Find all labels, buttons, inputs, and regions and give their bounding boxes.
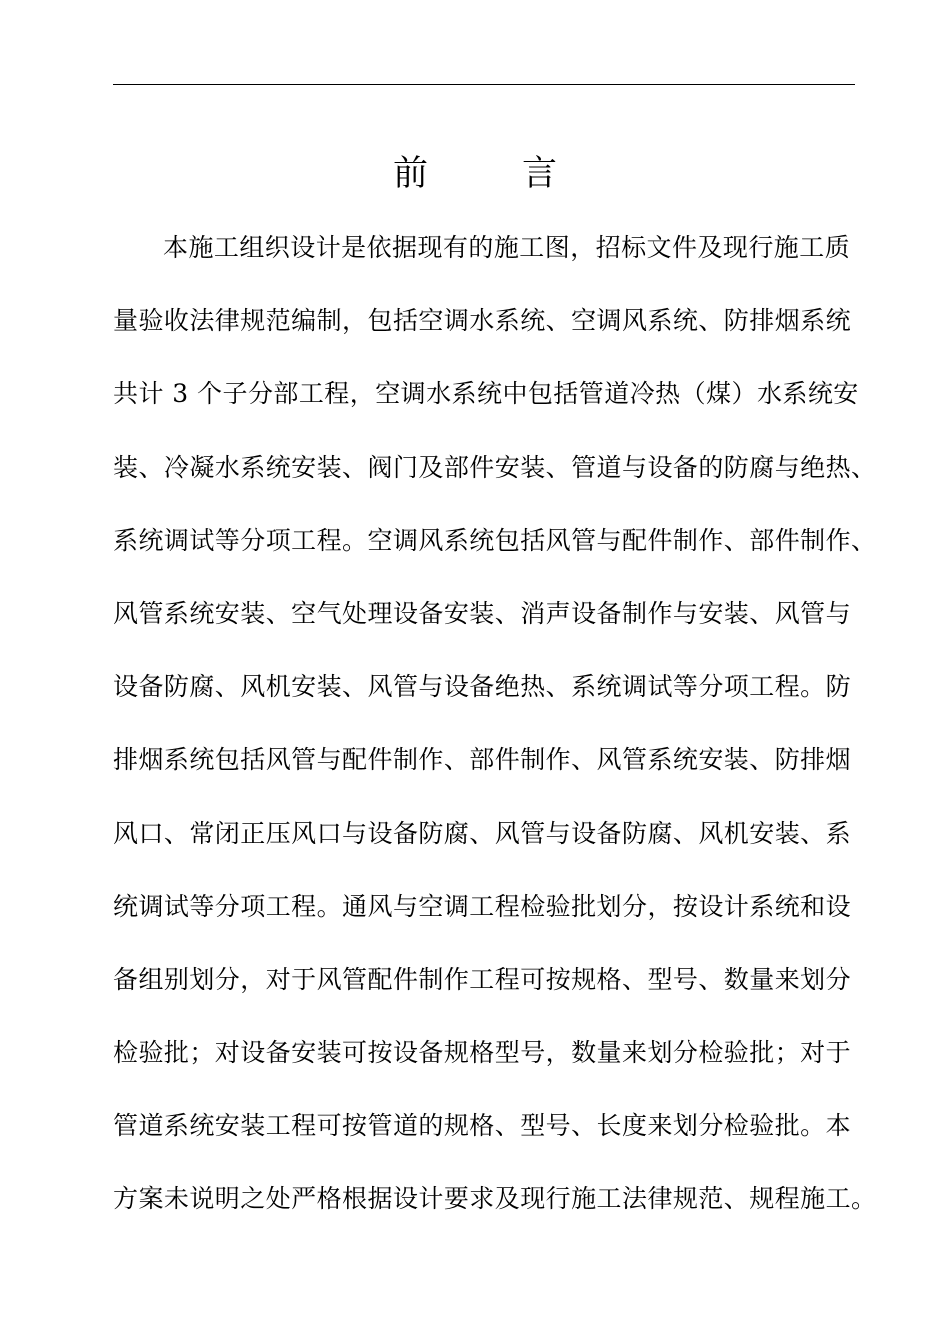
paragraph-line: 排烟系统包括风管与配件制作、部件制作、风管系统安装、防排烟 (113, 745, 852, 775)
paragraph-line: 方案未说明之处严格根据设计要求及现行施工法律规范、规程施工。 (113, 1184, 877, 1214)
paragraph-line: 统调试等分项工程。通风与空调工程检验批划分，按设计系统和设 (113, 891, 852, 921)
paragraph-line: 量验收法律规范编制，包括空调水系统、空调风系统、防排烟系统 (113, 306, 852, 336)
paragraph-line: 系统调试等分项工程。空调风系统包括风管与配件制作、部件制作、 (113, 525, 877, 555)
preface-paragraph (113, 222, 877, 1247)
page-title (0, 150, 950, 198)
paragraph-line: 备组别划分，对于风管配件制作工程可按规格、型号、数量来划分 (113, 964, 852, 994)
title-char-2: 言 (522, 154, 558, 194)
paragraph-line: 本施工组织设计是依据现有的施工图，招标文件及现行施工质 (163, 233, 851, 262)
header-rule (113, 84, 855, 85)
paragraph-line: 风管系统安装、空气处理设备安装、消声设备制作与安装、风管与 (113, 598, 852, 628)
paragraph-line: 共计 3 个子分部工程，空调水系统中包括管道冷热（煤）水系统安 (113, 379, 859, 409)
title-char-1: 前 (392, 154, 428, 194)
paragraph-line: 风口、常闭正压风口与设备防腐、风管与设备防腐、风机安装、系 (113, 818, 852, 848)
paragraph-line: 检验批；对设备安装可按设备规格型号，数量来划分检验批；对于 (113, 1038, 852, 1068)
paragraph-line: 管道系统安装工程可按管道的规格、型号、长度来划分检验批。本 (113, 1111, 852, 1141)
paragraph-line: 设备防腐、风机安装、风管与设备绝热、系统调试等分项工程。防 (113, 672, 852, 702)
paragraph-line: 装、冷凝水系统安装、阀门及部件安装、管道与设备的防腐与绝热、 (113, 452, 877, 482)
